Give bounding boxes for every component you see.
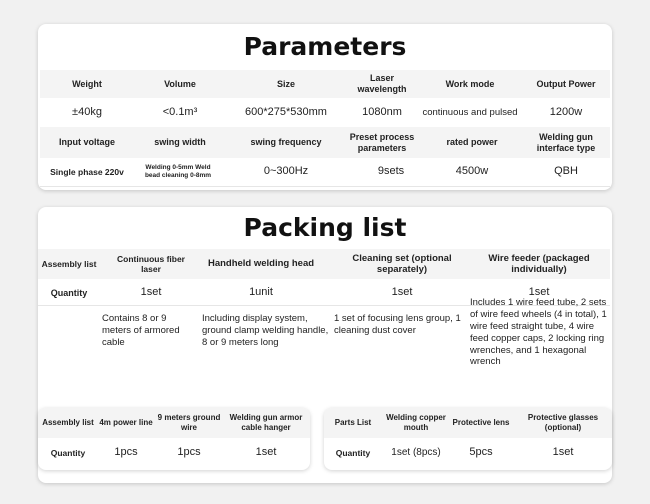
header-laser-wavelength: Laser wavelength <box>357 73 407 94</box>
value-welding-gun-interface-type: QBH <box>554 165 578 178</box>
header-input-voltage: Input voltage <box>59 137 115 148</box>
header-work-mode: Work mode <box>445 78 495 89</box>
packing-header-assembly-list: Assembly list <box>41 258 97 269</box>
header-volume: Volume <box>164 78 196 89</box>
acc-left-qty-ground-wire: 1pcs <box>177 446 201 459</box>
row-divider <box>40 186 610 187</box>
packing-qty-wire-feeder: 1set <box>528 286 550 299</box>
acc-right-header-parts-list: Parts List <box>334 418 372 428</box>
value-swing-frequency: 0~300Hz <box>263 165 309 178</box>
packing-desc-wire-feeder: Includes 1 wire feed tube, 2 sets of wire feed wheels (4 in total), 1 wire feed straight tube, 4 wire feed copper caps, 2 locking ring wrenches, and 1 hexagonal wrench <box>470 297 607 368</box>
header-welding-gun-interface-type: Welding gun interface type <box>536 131 596 153</box>
header-swing-width: swing width <box>154 137 206 148</box>
acc-right-header-protective-lens: Protective lens <box>452 418 510 428</box>
acc-right-qty-protective-glasses: 1set <box>552 446 574 459</box>
acc-left-qty-cable-hanger: 1set <box>255 446 277 459</box>
acc-right-qty-protective-lens: 5pcs <box>469 446 493 459</box>
parameters-card <box>38 24 612 190</box>
packing-desc-welding-head: Including display system, ground clamp welding handle, 8 or 9 meters long <box>202 313 329 348</box>
packing-header-wire-feeder: Wire feeder (packaged individually) <box>488 252 590 275</box>
acc-right-quantity-label: Quantity <box>335 447 371 458</box>
value-preset-process-parameters: 9sets <box>377 165 405 178</box>
header-rated-power: rated power <box>446 137 498 148</box>
packing-qty-fiber-laser: 1set <box>140 286 162 299</box>
header-size: Size <box>276 78 295 89</box>
acc-right-qty-copper-mouth: 1set (8pcs) <box>391 447 441 458</box>
value-size: 600*275*530mm <box>245 106 327 119</box>
parameters-title: Parameters <box>243 32 407 61</box>
header-weight: Weight <box>72 78 102 89</box>
accessories-right-card <box>324 408 612 470</box>
value-work-mode: continuous and pulsed <box>422 107 518 119</box>
acc-right-header-protective-glasses: Protective glasses (optional) <box>527 413 599 432</box>
value-weight: ±40kg <box>72 106 102 119</box>
acc-left-qty-power-line: 1pcs <box>114 446 138 459</box>
acc-left-header-assembly-list: Assembly list <box>42 418 94 428</box>
packing-list-title: Packing list <box>243 213 407 242</box>
header-swing-frequency: swing frequency <box>250 137 322 148</box>
value-laser-wavelength: 1080nm <box>362 106 402 119</box>
value-swing-width: Welding 0-5mm Weld bead cleaning 0-8mm <box>144 163 212 179</box>
value-rated-power: 4500w <box>455 165 489 178</box>
packing-qty-cleaning-set: 1set <box>391 286 413 299</box>
packing-quantity-label: Quantity <box>50 287 88 298</box>
value-input-voltage: Single phase 220v <box>50 166 124 177</box>
packing-qty-welding-head: 1unit <box>249 286 273 299</box>
packing-header-welding-head: Handheld welding head <box>207 258 315 270</box>
header-preset-process-parameters: Preset process parameters <box>349 131 415 153</box>
packing-desc-cleaning-set: 1 set of focusing lens group, 1 cleaning dust cover <box>334 313 461 336</box>
value-volume: <0.1m³ <box>162 106 198 119</box>
packing-header-cleaning-set: Cleaning set (optional separately) <box>352 252 452 275</box>
value-output-power: 1200w <box>549 106 583 119</box>
packing-header-fiber-laser: Continuous fiber laser <box>117 253 185 274</box>
acc-left-header-power-line: 4m power line <box>99 418 153 428</box>
accessories-left-card <box>38 408 310 470</box>
acc-left-header-ground-wire: 9 meters ground wire <box>157 413 221 432</box>
packing-desc-fiber-laser: Contains 8 or 9 meters of armored cable <box>102 313 180 348</box>
acc-left-quantity-label: Quantity <box>50 447 86 458</box>
acc-right-header-copper-mouth: Welding copper mouth <box>386 413 446 432</box>
header-output-power: Output Power <box>536 78 596 89</box>
acc-left-header-cable-hanger: Welding gun armor cable hanger <box>229 413 303 432</box>
